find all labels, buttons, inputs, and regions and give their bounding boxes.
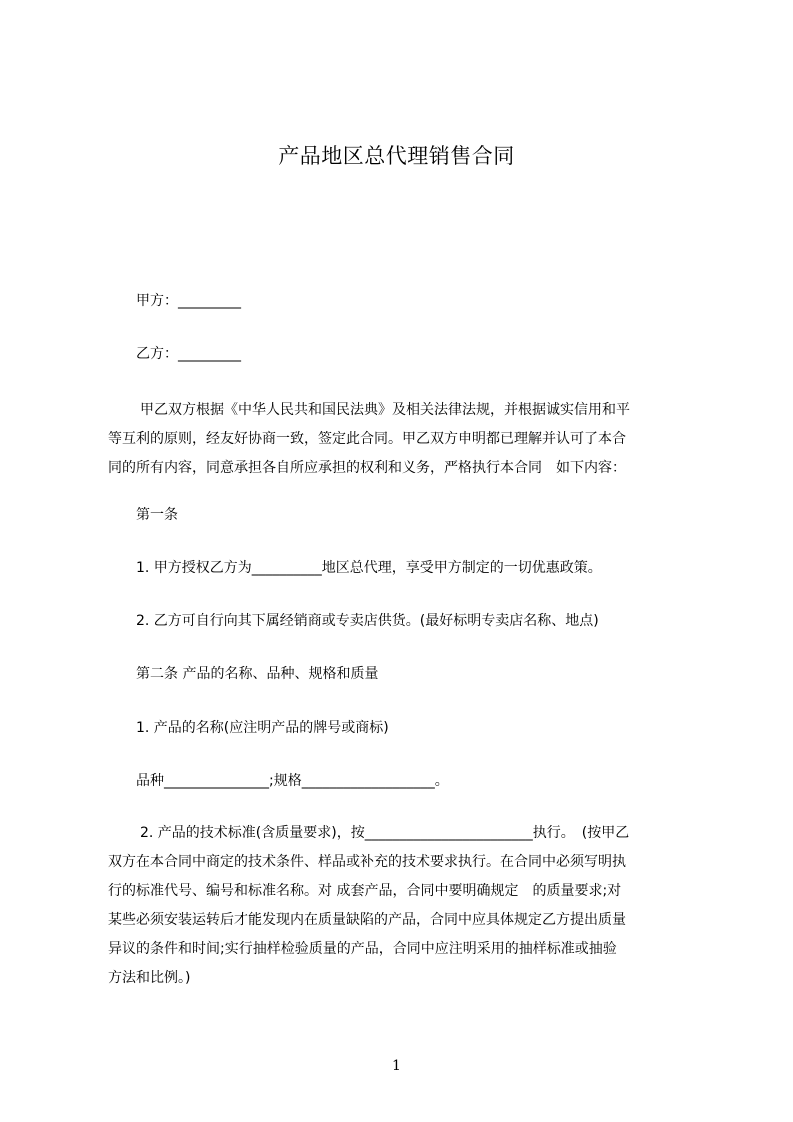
article-2-item-2-paragraph <box>108 819 629 993</box>
article-2-variety-spec: 品种_______________;规格___________________。 <box>136 773 449 789</box>
article-2-heading: 第二条 产品的名称、品种、规格和质量 <box>136 666 379 682</box>
page-title: 产品地区总代理销售合同 <box>278 144 515 168</box>
article-1-heading: 第一条 <box>136 507 178 523</box>
article-1-item-1: 1. 甲方授权乙方为__________地区总代理，享受甲方制定的一切优惠政策。 <box>136 560 602 576</box>
intro-line-3: 同的所有内容，同意承担各自所应承担的权利和义务，严格执行本合同 如下内容： <box>108 460 626 476</box>
party-b-line: 乙方：_________ <box>136 346 241 362</box>
intro-line-1: 甲乙双方根据《中华人民共和国民法典》及相关法律法规，并根据诚实信用和平 <box>140 402 630 418</box>
article-2-item-1: 1. 产品的名称(应注明产品的牌号或商标) <box>136 720 389 736</box>
article-2-item-2-line-1: 2. 产品的技术标准(含质量要求)，按________________________执行。 (按甲乙 <box>140 825 630 841</box>
article-2-item-2-line-2: 双方在本合同中商定的技术条件、样品或补充的技术要求执行。在合同中必须写明执 <box>108 854 626 870</box>
intro-line-2: 等互利的原则，经友好协商一致，签定此合同。甲乙双方申明都已理解并认可了本合 <box>108 431 626 447</box>
article-2-item-2-line-6: 方法和比例。) <box>108 970 191 986</box>
party-a-line: 甲方：_________ <box>136 293 241 309</box>
article-2-item-2-line-3: 行的标准代号、编号和标准名称。对 成套产品，合同中要明确规定 的质量要求;对 <box>108 883 622 899</box>
intro-paragraph <box>108 396 630 483</box>
article-2-item-2-line-5: 异议的条件和时间;实行抽样检验质量的产品，合同中应注明采用的抽样标准或抽验 <box>108 941 617 957</box>
article-2-item-2-line-4: 某些必须安装运转后才能发现内在质量缺陷的产品，合同中应具体规定乙方提出质量 <box>108 912 626 928</box>
page-number: 1 <box>392 1058 401 1074</box>
article-1-item-2: 2. 乙方可自行向其下属经销商或专卖店供货。(最好标明专卖店名称、地点) <box>136 613 599 629</box>
